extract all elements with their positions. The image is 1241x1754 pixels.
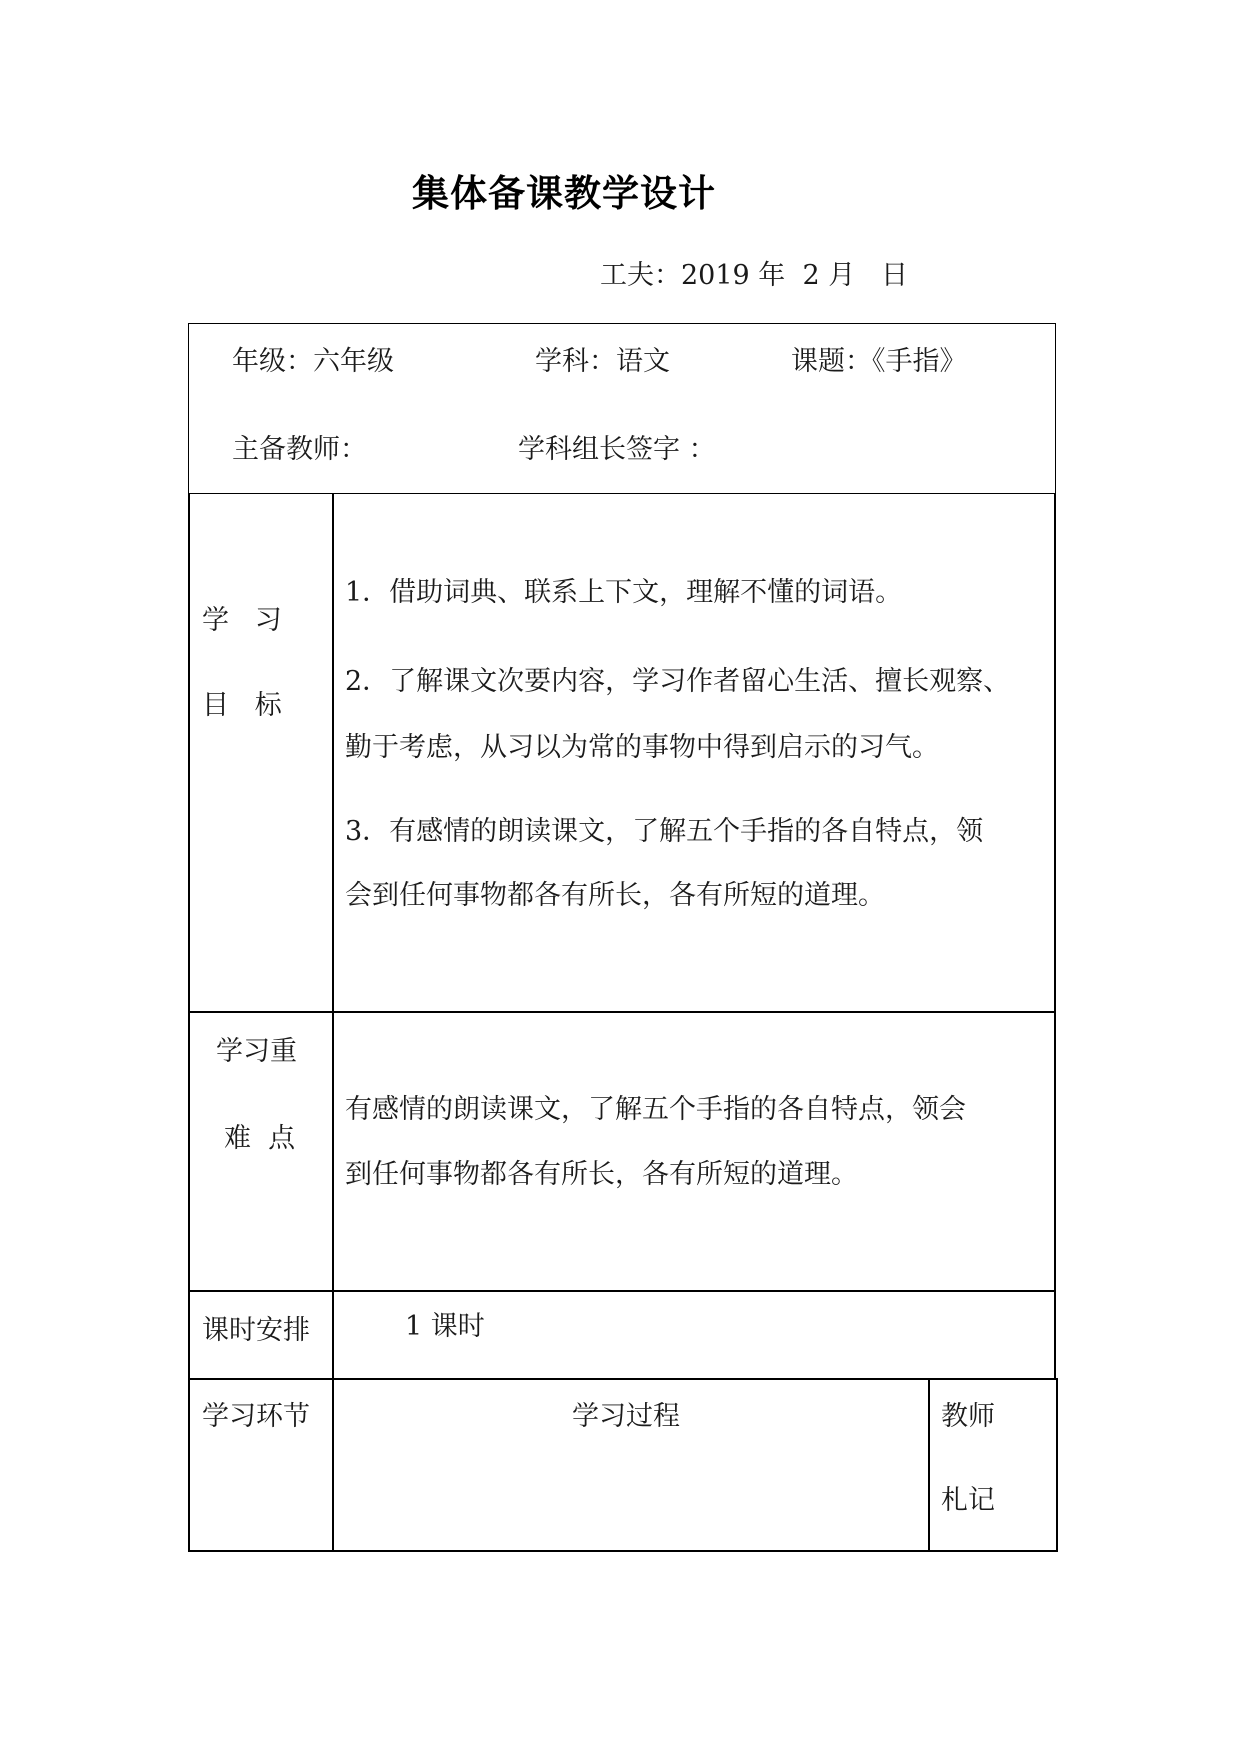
objective-item: 2．了解课文次要内容，学习作者留心生活、擅长观察、: [345, 666, 1011, 697]
objective-item: 会到任何事物都各有所长，各有所短的道理。: [345, 880, 885, 911]
table-left-border: [188, 493, 190, 1552]
schedule-label: 课时安排: [202, 1315, 310, 1346]
key-points-text: 有感情的朗读课文，了解五个手指的各自特点，领会: [345, 1094, 966, 1125]
notes-column-divider: [928, 1378, 930, 1552]
process-right-border: [1056, 1378, 1058, 1552]
objectives-label: 学 习: [202, 605, 282, 636]
objective-item: 勤于考虑，从习以为常的事物中得到启示的习气。: [345, 732, 939, 763]
process-col-notes: 教师: [941, 1401, 995, 1432]
date-line: 工夫：2019 年 2 月 日: [600, 260, 908, 291]
objective-item: 1．借助词典、联系上下文，理解不懂的词语。: [345, 577, 903, 608]
process-col-process: 学习过程: [572, 1401, 680, 1432]
table-right-border: [1054, 493, 1056, 1380]
key-points-label: 难 点: [224, 1123, 296, 1154]
schedule-value: 1 课时: [405, 1311, 485, 1342]
objectives-label: 目 标: [202, 690, 282, 721]
grade-field: 年级：六年级: [232, 346, 394, 377]
key-points-text: 到任何事物都各有所长，各有所短的道理。: [345, 1159, 858, 1190]
lead-teacher-field: 主备教师：: [232, 434, 367, 465]
process-col-notes: 札记: [941, 1485, 995, 1516]
key-points-label: 学习重: [216, 1036, 297, 1067]
row-divider: [188, 1011, 1056, 1013]
row-divider: [188, 1290, 1056, 1292]
objective-item: 3．有感情的朗读课文，了解五个手指的各自特点，领: [345, 816, 984, 847]
subject-field: 学科：语文: [535, 346, 670, 377]
document-title: 集体备课教学设计: [412, 172, 716, 215]
group-leader-sign-field: 学科组长签字 ：: [518, 434, 716, 465]
label-column-divider: [332, 493, 334, 1552]
topic-field: 课题：《手指》: [791, 346, 967, 377]
process-col-stage: 学习环节: [202, 1401, 310, 1432]
table-bottom-border: [188, 1550, 1058, 1552]
